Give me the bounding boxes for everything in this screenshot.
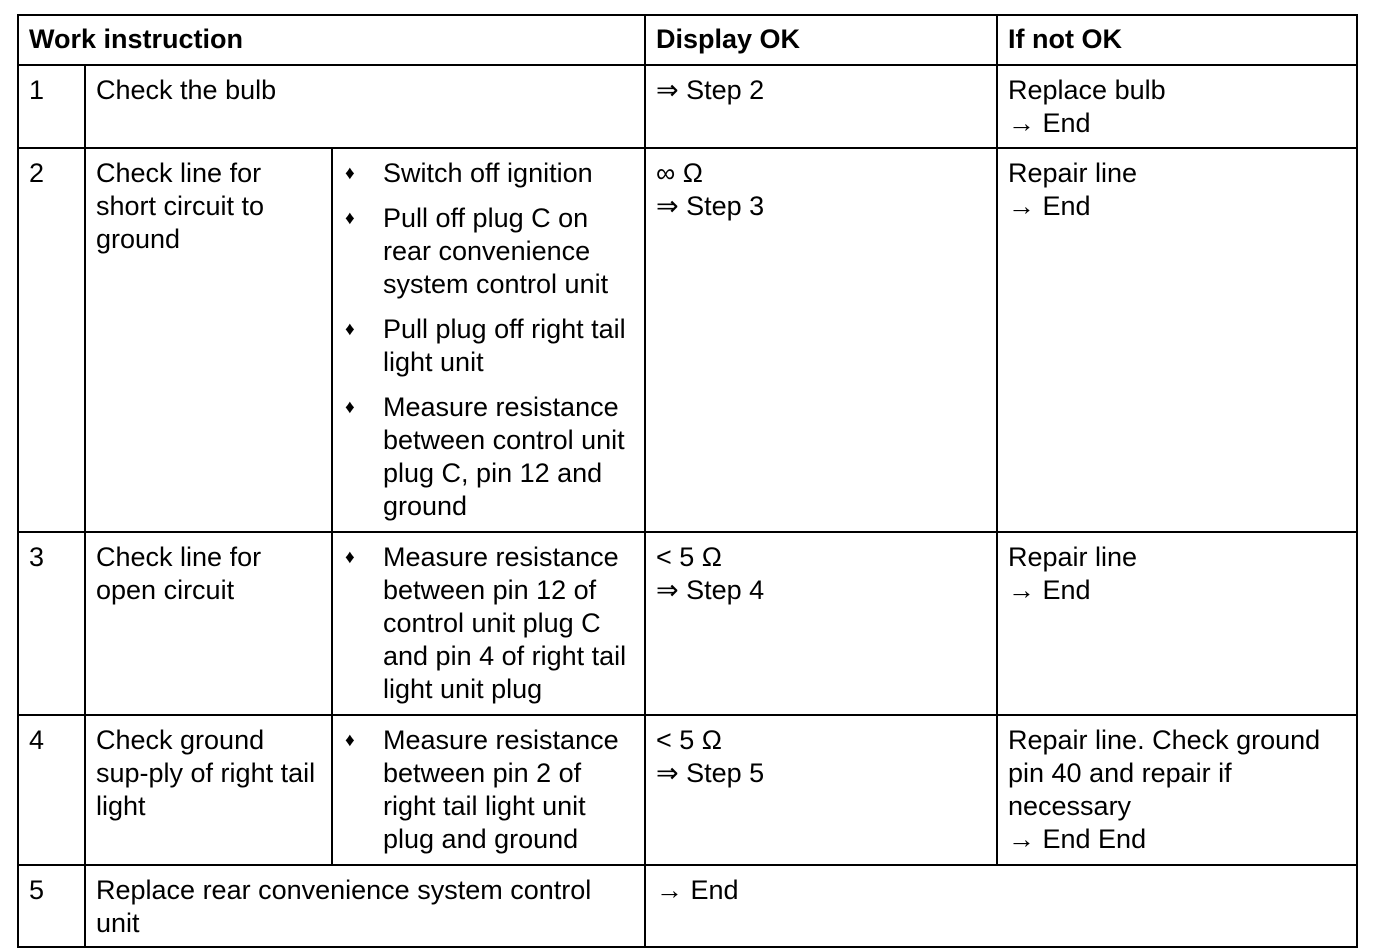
header-work-instruction: Work instruction bbox=[18, 15, 645, 65]
if-not-ok-line: Repair line bbox=[1008, 542, 1138, 572]
display-ok-line: ∞ Ω bbox=[656, 158, 703, 188]
procedure-item: ♦ Measure resistance between pin 12 of control unit plug C and pin 4 of right tail light unit plug bbox=[343, 541, 634, 706]
step-number: 5 bbox=[18, 865, 85, 947]
step-number: 3 bbox=[18, 532, 85, 715]
procedure-item: ♦ Pull off plug C on rear convenience system control unit bbox=[343, 202, 634, 301]
table-header-row bbox=[18, 15, 1357, 65]
display-ok-line: ⇒ Step 2 bbox=[656, 75, 765, 105]
procedure-list bbox=[343, 157, 634, 523]
step-if-not-ok bbox=[997, 532, 1357, 715]
if-not-ok-line: → End bbox=[1008, 575, 1091, 605]
if-not-ok-line: Repair line. Check ground pin 40 and repair if necessary bbox=[1008, 725, 1321, 821]
table-row bbox=[18, 65, 1357, 148]
if-not-ok-line: Repair line bbox=[1008, 158, 1138, 188]
work-instruction-table bbox=[17, 14, 1358, 948]
step-check: Check ground sup-ply of right tail light bbox=[85, 715, 332, 865]
step-display-ok bbox=[645, 715, 997, 865]
display-ok-line: ⇒ Step 3 bbox=[656, 191, 765, 221]
procedure-list bbox=[343, 724, 634, 856]
display-ok-line: → End bbox=[656, 875, 739, 905]
step-display-ok bbox=[645, 865, 1357, 947]
step-check: Replace rear convenience system control unit bbox=[85, 865, 645, 947]
table-row bbox=[18, 865, 1357, 947]
step-if-not-ok bbox=[997, 65, 1357, 148]
step-number: 2 bbox=[18, 148, 85, 532]
procedure-item: ♦ Measure resistance between control unit plug C, pin 12 and ground bbox=[343, 391, 634, 523]
step-procedure bbox=[332, 715, 645, 865]
step-procedure bbox=[332, 532, 645, 715]
display-ok-line: < 5 Ω bbox=[656, 542, 722, 572]
if-not-ok-line: → End bbox=[1008, 191, 1091, 221]
step-display-ok bbox=[645, 532, 997, 715]
step-procedure bbox=[332, 148, 645, 532]
table-row bbox=[18, 532, 1357, 715]
step-if-not-ok bbox=[997, 715, 1357, 865]
step-check: Check line for open circuit bbox=[85, 532, 332, 715]
step-display-ok bbox=[645, 148, 997, 532]
header-display-ok: Display OK bbox=[645, 15, 997, 65]
procedure-item: ♦ Switch off ignition bbox=[343, 157, 634, 190]
procedure-item: ♦ Measure resistance between pin 2 of right tail light unit plug and ground bbox=[343, 724, 634, 856]
step-check: Check the bulb bbox=[85, 65, 645, 148]
table-row bbox=[18, 715, 1357, 865]
step-if-not-ok bbox=[997, 148, 1357, 532]
step-number: 1 bbox=[18, 65, 85, 148]
display-ok-line: < 5 Ω bbox=[656, 725, 722, 755]
step-display-ok bbox=[645, 65, 997, 148]
table-row bbox=[18, 148, 1357, 532]
display-ok-line: ⇒ Step 5 bbox=[656, 758, 765, 788]
display-ok-line: ⇒ Step 4 bbox=[656, 575, 765, 605]
if-not-ok-line: → End End bbox=[1008, 824, 1147, 854]
if-not-ok-line: Replace bulb bbox=[1008, 75, 1166, 105]
header-if-not-ok: If not OK bbox=[997, 15, 1357, 65]
step-number: 4 bbox=[18, 715, 85, 865]
procedure-item: ♦ Pull plug off right tail light unit bbox=[343, 313, 634, 379]
step-check: Check line for short circuit to ground bbox=[85, 148, 332, 532]
procedure-list bbox=[343, 541, 634, 706]
if-not-ok-line: → End bbox=[1008, 108, 1091, 138]
